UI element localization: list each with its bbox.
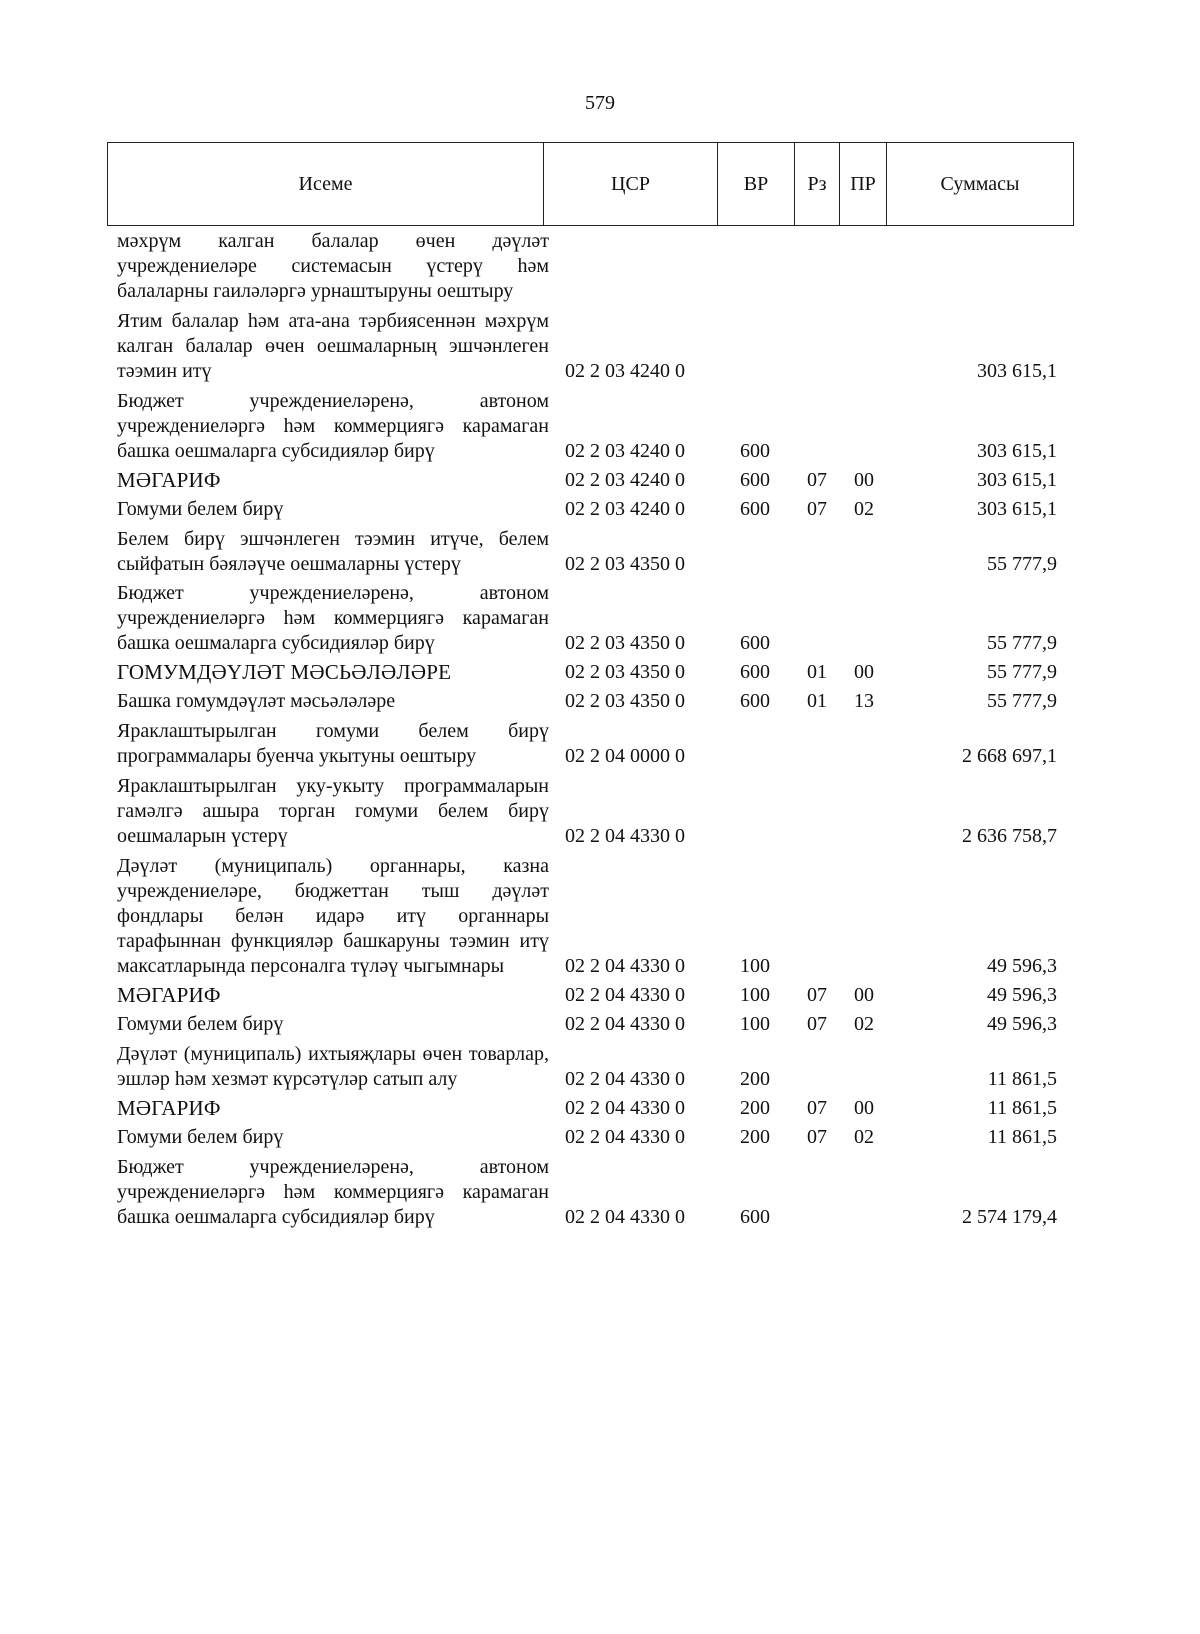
row-sum: 303 615,1: [977, 360, 1057, 382]
row-csr: 02 2 04 4330 0: [565, 955, 685, 977]
table-row: [117, 983, 1077, 1008]
table-row: [117, 1012, 1077, 1037]
table-row: [117, 719, 1077, 769]
row-vr: 600: [740, 661, 770, 683]
row-pr: 02: [854, 1013, 874, 1035]
row-pr: 02: [854, 1126, 874, 1148]
row-sum: 11 861,5: [987, 1126, 1057, 1148]
row-name: Гомуми белем бирү: [117, 498, 284, 520]
row-vr: 600: [740, 440, 770, 462]
row-csr: 02 2 03 4240 0: [565, 498, 685, 520]
row-vr: 100: [740, 984, 770, 1006]
row-sum: 303 615,1: [977, 469, 1057, 491]
row-rz: 07: [807, 1126, 827, 1148]
row-vr: 200: [740, 1068, 770, 1090]
row-pr: 02: [854, 498, 874, 520]
table-header: [107, 142, 1074, 226]
table-row: [117, 1125, 1077, 1150]
row-sum: 49 596,3: [987, 1013, 1057, 1035]
table-body: [117, 229, 1077, 1230]
row-name: Дәүләт (муниципаль) органнары, казна учреждениеләре, бюджеттан тыш дәүләт фондлары белән идарә итү органнары тарафыннан функцияләр башкаруны тәэмин итү максатларында персоналга түләү чыгымнары: [117, 855, 549, 977]
row-csr: 02 2 03 4350 0: [565, 661, 685, 683]
row-sum: 49 596,3: [987, 955, 1057, 977]
row-sum: 2 668 697,1: [962, 745, 1057, 767]
row-pr: 00: [854, 469, 874, 491]
row-sum: 303 615,1: [977, 440, 1057, 462]
table-row: [117, 581, 1077, 656]
table-row: [117, 389, 1077, 464]
table-row: [117, 229, 1077, 304]
row-vr: 600: [740, 1206, 770, 1228]
row-name: Бюджет учреждениеләренә, автоном учреждениеләргә һәм коммерциягә карамаган башка оешмаларга субсидияләр бирү: [117, 390, 549, 462]
table-row: [117, 527, 1077, 577]
row-sum: 55 777,9: [987, 632, 1057, 654]
table-row: [117, 309, 1077, 384]
table-row: [117, 660, 1077, 685]
row-pr: 13: [854, 690, 874, 712]
row-csr: 02 2 03 4240 0: [565, 360, 685, 382]
row-rz: 07: [807, 469, 827, 491]
row-vr: 600: [740, 498, 770, 520]
row-rz: 07: [807, 984, 827, 1006]
row-rz: 01: [807, 661, 827, 683]
row-sum: 11 861,5: [987, 1097, 1057, 1119]
column-header-csr: ЦСР: [544, 143, 718, 226]
row-csr: 02 2 04 4330 0: [565, 1206, 685, 1228]
row-csr: 02 2 04 4330 0: [565, 1097, 685, 1119]
row-name: МӘГАРИФ: [117, 468, 221, 492]
row-sum: 55 777,9: [987, 690, 1057, 712]
row-csr: 02 2 04 4330 0: [565, 1068, 685, 1090]
row-pr: 00: [854, 984, 874, 1006]
row-name: Башка гомумдәүләт мәсьәләләре: [117, 690, 396, 712]
row-vr: 200: [740, 1097, 770, 1119]
row-sum: 55 777,9: [987, 661, 1057, 683]
row-sum: 11 861,5: [987, 1068, 1057, 1090]
row-pr: 00: [854, 661, 874, 683]
row-pr: 00: [854, 1097, 874, 1119]
row-rz: 07: [807, 1097, 827, 1119]
table-row: [117, 854, 1077, 979]
row-csr: 02 2 03 4350 0: [565, 690, 685, 712]
row-sum: 2 574 179,4: [962, 1206, 1057, 1228]
column-header-rz: Рз: [795, 143, 840, 226]
row-vr: 100: [740, 955, 770, 977]
row-name: мәхрүм калган балалар өчен дәүләт учреждениеләре системасын үстерү һәм балаларны гаиләләргә урнаштыруны оештыру: [117, 230, 549, 302]
column-header-sum: Суммасы: [887, 143, 1074, 226]
row-csr: 02 2 03 4240 0: [565, 469, 685, 491]
row-rz: 01: [807, 690, 827, 712]
row-name: Белем бирү эшчәнлеген тәэмин итүче, белем сыйфатын бәяләүче оешмаларны үстерү: [117, 528, 549, 575]
row-csr: 02 2 04 4330 0: [565, 825, 685, 847]
table-row: [117, 1096, 1077, 1121]
row-name: Ятим балалар һәм ата-ана тәрбиясеннән мәхрүм калган балалар өчен оешмаларның эшчәнлеген тәэмин итү: [117, 310, 549, 382]
table-row: [117, 1042, 1077, 1092]
row-csr: 02 2 04 0000 0: [565, 745, 685, 767]
row-sum: 2 636 758,7: [962, 825, 1057, 847]
row-name: ГОМУМДӘҮЛӘТ МӘСЬӘЛӘЛӘРЕ: [117, 660, 452, 684]
row-csr: 02 2 03 4240 0: [565, 440, 685, 462]
row-name: Гомуми белем бирү: [117, 1126, 284, 1148]
row-vr: 600: [740, 469, 770, 491]
row-name: Дәүләт (муниципаль) ихтыяҗлары өчен товарлар, эшләр һәм хезмәт күрсәтүләр сатып алу: [117, 1043, 549, 1090]
column-header-pr: ПР: [840, 143, 887, 226]
column-header-name: Исеме: [108, 143, 544, 226]
page-number: 579: [585, 92, 615, 114]
row-name: МӘГАРИФ: [117, 983, 221, 1007]
table-row: [117, 1155, 1077, 1230]
table-row: [117, 497, 1077, 522]
row-sum: 55 777,9: [987, 553, 1057, 575]
row-sum: 303 615,1: [977, 498, 1057, 520]
row-name: Яраклаштырылган уку-укыту программаларын гамәлгә ашыра торган гомуми белем бирү оешмаларын үстерү: [117, 775, 549, 847]
row-vr: 200: [740, 1126, 770, 1148]
row-sum: 49 596,3: [987, 984, 1057, 1006]
row-csr: 02 2 04 4330 0: [565, 1013, 685, 1035]
row-vr: 600: [740, 632, 770, 654]
row-vr: 600: [740, 690, 770, 712]
row-csr: 02 2 03 4350 0: [565, 553, 685, 575]
row-name: Гомуми белем бирү: [117, 1013, 284, 1035]
row-csr: 02 2 03 4350 0: [565, 632, 685, 654]
row-csr: 02 2 04 4330 0: [565, 984, 685, 1006]
row-rz: 07: [807, 498, 827, 520]
row-name: Яраклаштырылган гомуми белем бирү программалары буенча укытуны оештыру: [117, 720, 549, 767]
table-row: [117, 774, 1077, 849]
column-header-vr: ВР: [718, 143, 795, 226]
row-csr: 02 2 04 4330 0: [565, 1126, 685, 1148]
table-row: [117, 468, 1077, 493]
row-vr: 100: [740, 1013, 770, 1035]
row-name: Бюджет учреждениеләренә, автоном учреждениеләргә һәм коммерциягә карамаган башка оешмаларга субсидияләр бирү: [117, 582, 549, 654]
row-rz: 07: [807, 1013, 827, 1035]
row-name: Бюджет учреждениеләренә, автоном учреждениеләргә һәм коммерциягә карамаган башка оешмаларга субсидияләр бирү: [117, 1156, 549, 1228]
row-name: МӘГАРИФ: [117, 1096, 221, 1120]
table-row: [117, 689, 1077, 714]
